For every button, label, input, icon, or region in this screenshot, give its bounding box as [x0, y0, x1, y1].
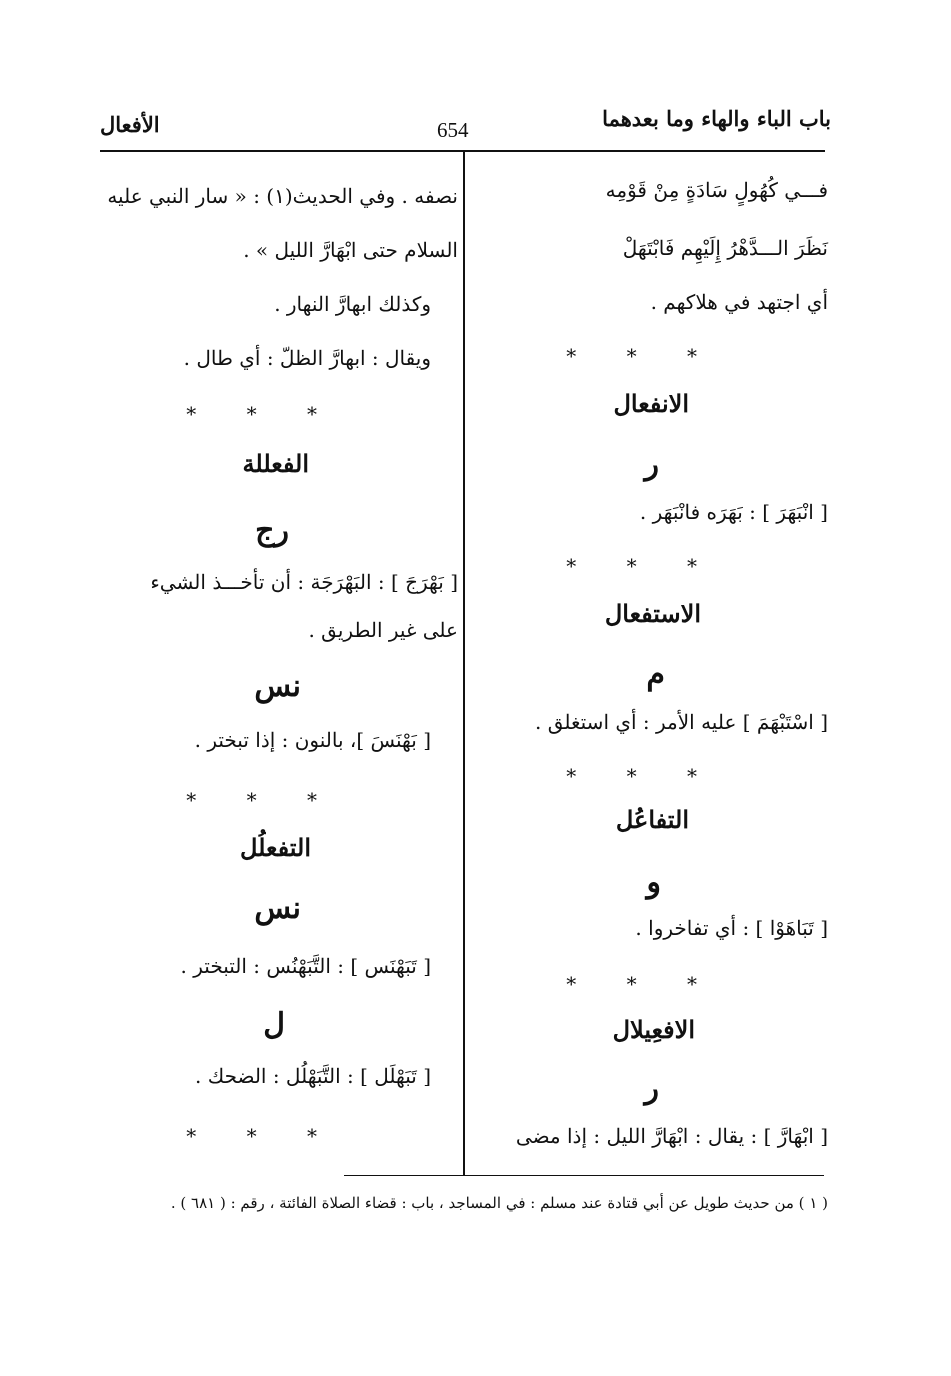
root-letter: نس: [254, 669, 301, 704]
page-number: 654: [437, 118, 469, 142]
section-heading: الفعللة: [242, 449, 309, 478]
root-letter: ر: [644, 1071, 659, 1106]
entry-line: [ تَبَهْلَل ] : التَّبَهْلُل : الضحك .: [195, 1064, 431, 1088]
root-letter: نس: [254, 891, 301, 926]
section-heading: التفاعُل: [615, 805, 689, 834]
entry-line: [ اسْتَبْهَمَ ] عليه الأمر : أي استغلق .: [534, 710, 828, 734]
separator-stars: * * *: [566, 764, 719, 788]
section-title: الأفعال: [100, 112, 160, 137]
entry-line: [ انْبَهَرَ ] : بَهَرَه فانْبَهَر .: [639, 500, 828, 524]
root-letter: رج: [255, 513, 289, 548]
separator-stars: * * *: [566, 554, 719, 578]
root-letter: و: [646, 865, 661, 900]
separator-stars: * * *: [186, 1124, 339, 1148]
text-line: وكذلك ابهارَّ النهار .: [274, 292, 431, 316]
root-letter: ر: [644, 447, 659, 482]
text-line: ويقال : ابهارَّ الظلّ : أي طال .: [183, 346, 431, 370]
chapter-title: باب الباء والهاء وما بعدهما: [602, 106, 831, 131]
entry-line: [ ابْهَارَّ ] : يقال : ابْهَارَّ الليل : إذا مضى: [515, 1124, 828, 1148]
separator-stars: * * *: [186, 402, 339, 426]
section-heading: الانفعال: [613, 389, 689, 418]
root-letter: م: [646, 657, 665, 692]
section-heading: الافعِيلال: [612, 1015, 695, 1044]
separator-stars: * * *: [186, 788, 339, 812]
entry-line: [ تَبَهْنَس ] : التَّبَهْنُس : التبختر .: [180, 954, 431, 978]
entry-line: [ تَبَاهَوْا ] : أي تفاخروا .: [635, 916, 828, 940]
verse-line-1: فـــي كُهُولٍ سَادَةٍ مِنْ قَوْمِه: [605, 178, 828, 202]
separator-stars: * * *: [566, 972, 719, 996]
root-letter: ل: [263, 1007, 285, 1042]
text-line: نصفه . وفي الحديث(١) : « سار النبي عليه: [107, 184, 458, 208]
separator-stars: * * *: [566, 344, 719, 368]
section-heading: الاستفعال: [604, 599, 701, 628]
text-line: أي اجتهد في هلاكهم .: [650, 290, 828, 314]
entry-line: [ بَهْنَسَ ]، بالنون : إذا تبختر .: [194, 728, 431, 752]
footnote: ( ١ ) من حديث طويل عن أبي قتادة عند مسلم : في المساجد ، باب : قضاء الصلاة الفائتة ، رقم : ( ٦٨١ ) .: [170, 1194, 828, 1212]
verse-line-2: نَظَرَ الـــدَّهْرُ إِلَيْهِم فَابْتَهَلْ: [622, 236, 828, 260]
section-heading: التفعلُل: [239, 833, 311, 862]
column-divider: [463, 152, 465, 1176]
entry-line: على غير الطريق .: [308, 618, 458, 642]
footnote-rule: [344, 1175, 824, 1176]
entry-line: [ بَهْرَجَ ] : البَهْرَجَة : أن تأخـــذ الشيء: [150, 570, 458, 594]
text-line: السلام حتى ابْهَارَّ الليل » .: [243, 238, 458, 262]
